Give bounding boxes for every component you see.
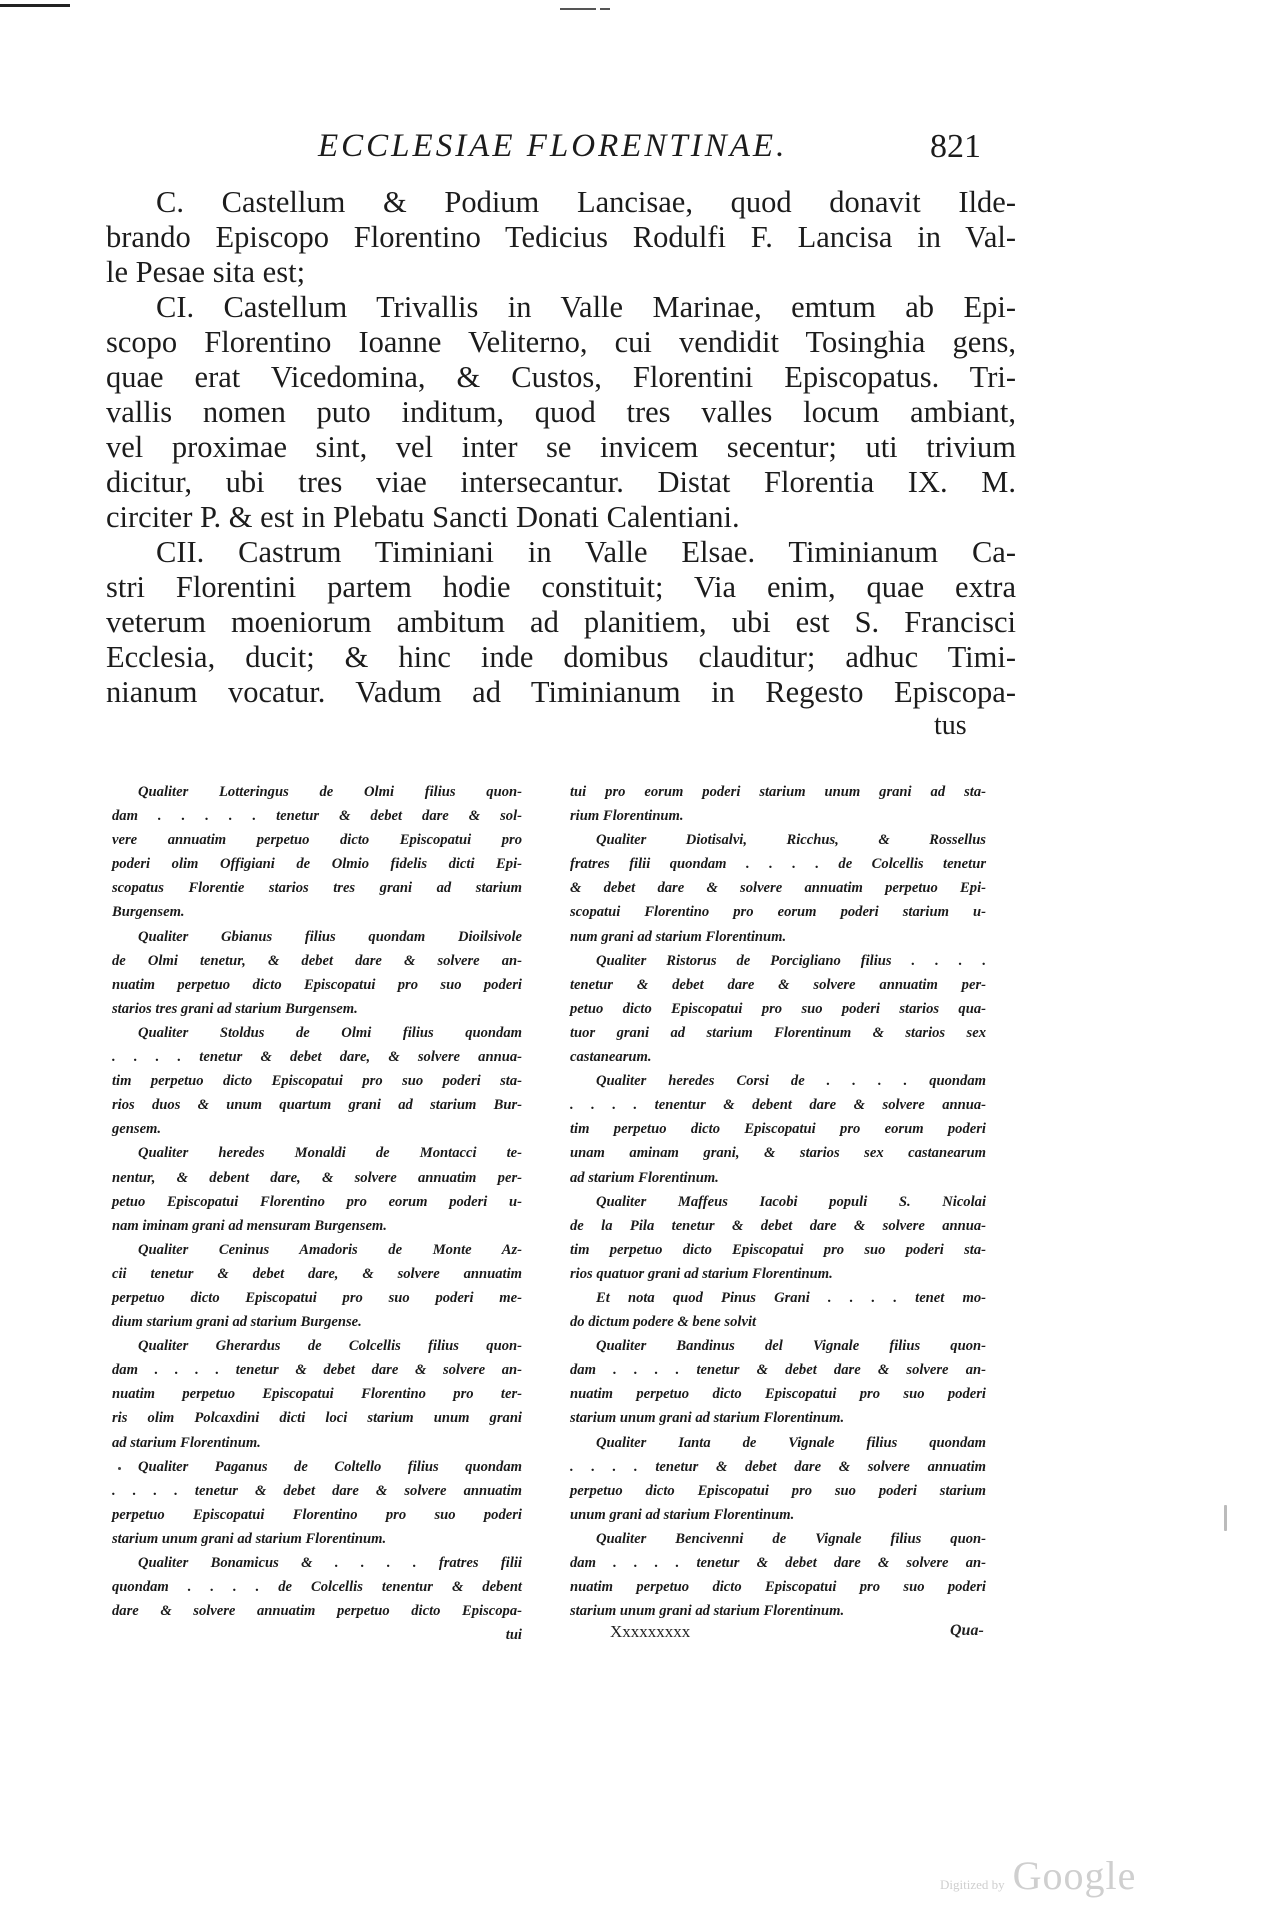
note-line: ad starium Florentinum. [112, 1434, 261, 1451]
top-rule [0, 4, 70, 7]
note-line: nam iminam grani ad mensuram Burgensem. [112, 1217, 387, 1234]
text-line: C. Castellum & Podium Lancisae, quod donavit Ilde- [156, 185, 1016, 219]
note-line: Qualiter Gherardus de Colcellis filius quon- [138, 1338, 522, 1355]
main-text [106, 185, 1016, 710]
note-line: nuatim perpetuo dicto Episcopatui pro suo poderi [570, 1386, 986, 1403]
note-line: tim perpetuo dicto Episcopatui pro suo poderi sta- [570, 1241, 986, 1258]
note-line: ris olim Polcaxdini dicti loci starium unum grani [112, 1410, 522, 1427]
note-line: nentur, & debent dare, & solvere annuatim per- [112, 1169, 522, 1186]
note-line: Qualiter Paganus de Coltello filius quondam [138, 1458, 522, 1475]
footer-catchword: Qua- [950, 1622, 984, 1639]
note-line: de Olmi tenetur, & debet dare & solvere an- [112, 952, 522, 969]
note-line: cii tenetur & debet dare, & solvere annuatim [112, 1265, 522, 1282]
text-line: Ecclesia, ducit; & hinc inde domibus clauditur; adhuc Timi- [106, 640, 1016, 674]
note-line: Qualiter Gbianus filius quondam Dioilsivole [138, 928, 522, 945]
text-line: dicitur, ubi tres viae intersecantur. Distat Florentia IX. M. [106, 465, 1016, 499]
note-line: dare & solvere annuatim perpetuo dicto Episcopa- [112, 1603, 522, 1620]
note-line: starium unum grani ad starium Florentinum. [570, 1603, 845, 1620]
watermark-logo-text: Google [1012, 1853, 1137, 1898]
note-line: Qualiter Lotteringus de Olmi filius quon- [138, 784, 522, 800]
text-line: CII. Castrum Timiniani in Valle Elsae. Timinianum Ca- [156, 535, 1016, 569]
note-line: tim perpetuo dicto Episcopatui pro eorum poderi [570, 1121, 986, 1138]
scan-speck [118, 1467, 121, 1470]
note-line: Qualiter heredes Monaldi de Montacci te- [138, 1145, 522, 1162]
note-line: Qualiter heredes Corsi de . . . . quondam [596, 1073, 986, 1090]
note-line: de la Pila tenetur & debet dare & solvere annua- [570, 1217, 986, 1234]
note-line: petuo dicto Episcopatui pro suo poderi starios qua- [570, 1000, 986, 1017]
note-line: rium Florentinum. [570, 808, 684, 825]
text-line: stri Florentini partem hodie constituit; Via enim, quae extra [106, 570, 1016, 604]
note-line: num grani ad starium Florentinum. [570, 928, 787, 945]
note-line: Qualiter Stoldus de Olmi filius quondam [138, 1024, 522, 1041]
note-line: tim perpetuo dicto Episcopatui pro suo poderi sta- [112, 1073, 522, 1090]
note-line: starios tres grani ad starium Burgensem. [112, 1000, 358, 1017]
note-line: dam . . . . . tenetur & debet dare & sol- [112, 808, 522, 825]
note-line: unum grani ad starium Florentinum. [570, 1506, 795, 1523]
note-line: Qualiter Diotisalvi, Ricchus, & Rossellus [596, 832, 986, 849]
text-line: quae erat Vicedomina, & Custos, Florentini Episcopatus. Tri- [106, 360, 1016, 394]
note-line: Et nota quod Pinus Grani . . . . tenet mo- [596, 1289, 986, 1306]
note-line: Qualiter Bonamicus & . . . . fratres filii [138, 1555, 522, 1571]
note-line: Qualiter Ceninus Amadoris de Monte Az- [138, 1241, 522, 1258]
note-line: rios duos & unum quartum grani ad starium Bur- [112, 1097, 522, 1114]
note-line: perpetuo dicto Episcopatui pro suo poderi me- [112, 1289, 522, 1306]
note-line: petuo Episcopatui Florentino pro eorum poderi u- [112, 1193, 522, 1210]
note-line: unam aminam grani, & starios sex castanearum [570, 1145, 986, 1162]
note-line: . . . . tenetur & debet dare & solvere annuatim [570, 1458, 986, 1475]
top-mark [560, 8, 596, 10]
note-catchword: tui [505, 1627, 522, 1644]
note-line: dam . . . . tenetur & debet dare & solvere an- [570, 1555, 986, 1571]
note-line: castanearum. [570, 1049, 652, 1066]
note-line: quondam . . . . de Colcellis tenentur & debent [112, 1579, 522, 1596]
note-line: ad starium Florentinum. [570, 1169, 719, 1186]
text-line: nianum vocatur. Vadum ad Timinianum in Regesto Episcopa- [106, 675, 1016, 709]
note-line: . . . . tenetur & debet dare & solvere annuatim [112, 1482, 522, 1499]
scan-speck [1224, 1505, 1227, 1531]
signature-mark: Xxxxxxxxx [610, 1622, 691, 1641]
note-line: Qualiter Bencivenni de Vignale filius quon- [596, 1530, 986, 1547]
note-line: dium starium grani ad starium Burgense. [112, 1314, 362, 1331]
note-line: & debet dare & solvere annuatim perpetuo Epi- [570, 880, 986, 897]
note-line: nuatim perpetuo dicto Episcopatui pro suo poderi [570, 1579, 986, 1596]
digitizer-watermark [940, 1852, 1136, 1899]
note-line: . . . . tenetur & debet dare, & solvere annua- [112, 1049, 522, 1066]
footnotes-left-column [112, 780, 522, 1647]
text-line: veterum moeniorum ambitum ad planitiem, ubi est S. Francisci [106, 605, 1016, 639]
note-line: tenetur & debet dare & solvere annuatim per- [570, 976, 986, 993]
text-line: circiter P. & est in Plebatu Sancti Donati Calentiani. [106, 500, 740, 534]
note-line: nuatim perpetuo Episcopatui Florentino pro ter- [112, 1386, 522, 1403]
watermark-small-text: Digitized by [940, 1877, 1005, 1892]
note-line: fratres filii quondam . . . . de Colcellis tenetur [570, 856, 986, 873]
catchword: tus [934, 710, 967, 741]
note-line: tui pro eorum poderi starium unum grani ad sta- [570, 784, 986, 800]
note-line: scopatui Florentino pro eorum poderi starium u- [570, 904, 986, 921]
note-line: nuatim perpetuo dicto Episcopatui pro suo poderi [112, 976, 522, 993]
text-line: le Pesae sita est; [106, 255, 306, 289]
note-line: Qualiter Maffeus Iacobi populi S. Nicolai [596, 1193, 986, 1210]
note-line: . . . . tenentur & debent dare & solvere annua- [570, 1097, 986, 1114]
page-number: 821 [930, 128, 981, 165]
note-line: tuor grani ad starium Florentinum & starios sex [570, 1024, 986, 1041]
note-line: dam . . . . tenetur & debet dare & solvere an- [570, 1362, 986, 1379]
note-line: perpetuo Episcopatui Florentino pro suo poderi [112, 1506, 522, 1523]
text-line: vallis nomen puto inditum, quod tres valles locum ambiant, [106, 395, 1016, 429]
note-line: Qualiter Ristorus de Porcigliano filius . . . . [596, 952, 986, 969]
note-line: rios quatuor grani ad starium Florentinum. [570, 1265, 833, 1282]
note-line: Burgensem. [112, 904, 185, 921]
text-line: CI. Castellum Trivallis in Valle Marinae, emtum ab Epi- [156, 290, 1016, 324]
text-line: brando Episcopo Florentino Tedicius Rodulfi F. Lancisa in Val- [106, 220, 1016, 254]
top-mark [600, 8, 610, 10]
note-line: Qualiter Bandinus del Vignale filius quon- [596, 1338, 986, 1355]
note-line: do dictum podere & bene solvit [570, 1314, 757, 1331]
note-line: vere annuatim perpetuo dicto Episcopatui pro [112, 832, 522, 849]
note-line: perpetuo dicto Episcopatui pro suo poderi starium [570, 1482, 986, 1499]
note-line: scopatus Florentie starios tres grani ad starium [112, 880, 522, 897]
note-line: starium unum grani ad starium Florentinum. [570, 1410, 845, 1427]
running-title: ECCLESIAE FLORENTINAE. [318, 128, 788, 164]
note-line: starium unum grani ad starium Florentinum. [112, 1530, 387, 1547]
note-line: gensem. [112, 1121, 162, 1138]
text-line: scopo Florentino Ioanne Veliterno, cui vendidit Tosinghia gens, [106, 325, 1016, 359]
note-line: Qualiter Ianta de Vignale filius quondam [596, 1434, 986, 1451]
note-line: poderi olim Offigiani de Olmio fidelis dicti Epi- [112, 856, 522, 873]
footnotes-right-column [570, 780, 986, 1623]
note-line: dam . . . . tenetur & debet dare & solvere an- [112, 1362, 522, 1379]
text-line: vel proximae sint, vel inter se invicem secentur; uti trivium [106, 430, 1016, 464]
